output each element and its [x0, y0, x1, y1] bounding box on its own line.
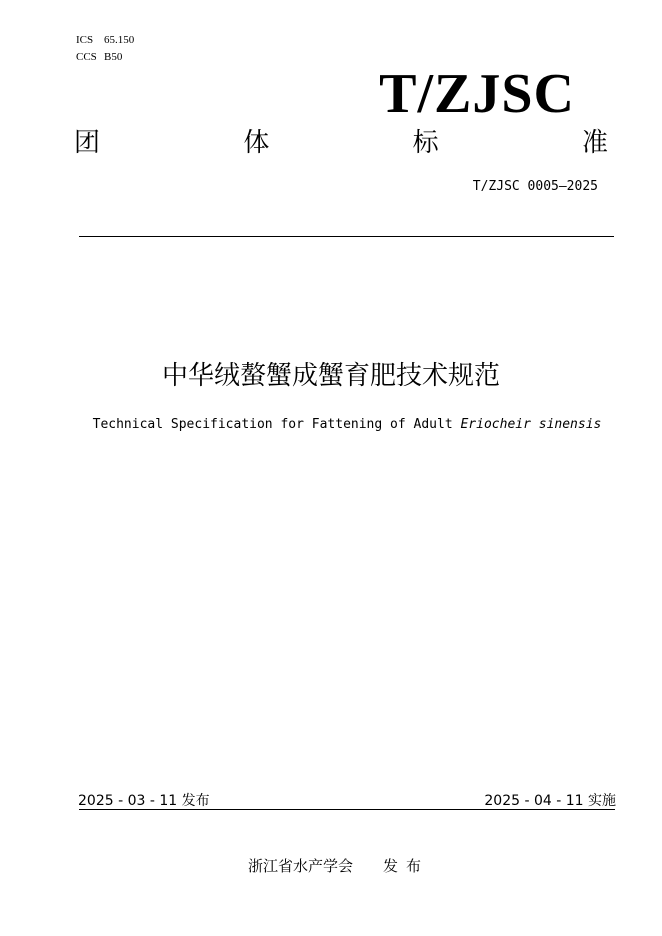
document-title-english: [0, 417, 662, 432]
publisher-line: [248, 855, 429, 876]
standard-category: [74, 126, 608, 160]
standard-logo: T/ZJSC: [379, 63, 575, 125]
category-char: 团: [74, 128, 101, 158]
ccs-label: CCS: [76, 51, 97, 63]
ics-line: [76, 32, 134, 49]
classification-block: [76, 32, 134, 66]
category-char: 标: [412, 128, 439, 158]
ics-label: ICS: [76, 34, 94, 46]
english-title-text: Technical Specification for Fattening of Adult: [92, 417, 461, 432]
publish-action: 发布: [383, 857, 430, 875]
standard-code: T/ZJSC 0005—2025: [472, 179, 598, 194]
header-divider: [79, 236, 614, 237]
category-char: 体: [243, 128, 270, 158]
ics-value: 65.150: [104, 34, 135, 46]
footer-divider: [79, 809, 615, 810]
category-char: 准: [581, 128, 608, 158]
ccs-line: [76, 49, 134, 66]
publish-date: 2025 - 03 - 11 发布: [78, 793, 210, 809]
ccs-value: B50: [104, 51, 123, 63]
publisher-name: 浙江省水产学会: [248, 857, 354, 875]
implement-date: 2025 - 04 - 11 实施: [484, 793, 616, 809]
species-name: Eriocheir sinensis: [460, 417, 602, 432]
document-title-chinese: 中华绒螯蟹成蟹育肥技术规范: [161, 361, 500, 391]
